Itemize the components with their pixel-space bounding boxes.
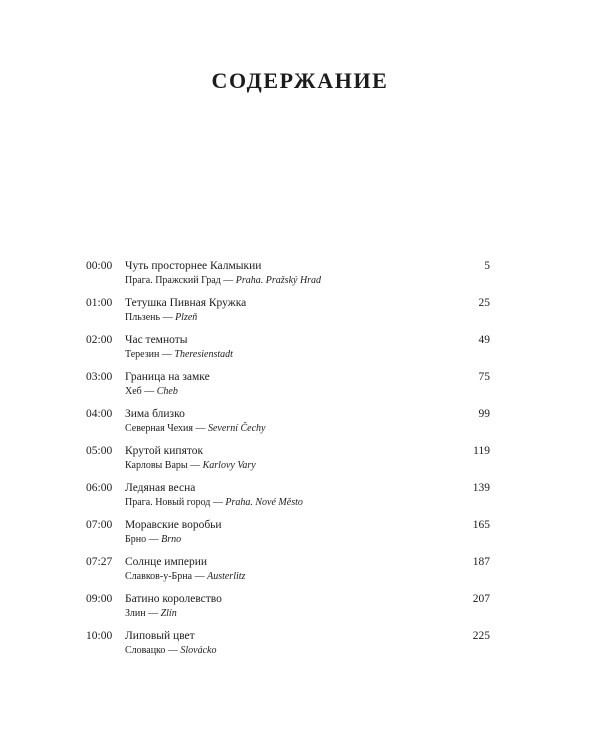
entry-time: 04:00 xyxy=(86,408,113,420)
page-title: СОДЕРЖАНИЕ xyxy=(211,68,389,93)
location-original-name: Austerlitz xyxy=(207,571,246,582)
entry-time: 03:00 xyxy=(86,371,113,383)
toc-entry[interactable] xyxy=(86,554,490,591)
entry-title: Тетушка Пивная Кружка xyxy=(125,297,247,309)
dash-separator: — xyxy=(190,460,201,471)
location-original-name: Severní Čechy xyxy=(207,423,266,434)
entry-page-number: 99 xyxy=(478,408,490,420)
dash-separator: — xyxy=(144,386,155,397)
entry-time: 00:00 xyxy=(86,260,113,272)
dash-separator: — xyxy=(161,349,172,360)
entry-page-number: 225 xyxy=(472,630,490,642)
entry-title: Батино королевство xyxy=(125,593,222,605)
location-name: Терезин xyxy=(125,349,160,360)
location-name: Хеб xyxy=(125,386,142,397)
entry-title: Зима близко xyxy=(125,408,185,420)
dash-separator: — xyxy=(148,608,159,619)
entry-location xyxy=(125,348,233,362)
entry-page-number: 119 xyxy=(473,445,490,457)
entry-time: 06:00 xyxy=(86,482,113,494)
entry-location xyxy=(125,422,265,436)
entry-time: 02:00 xyxy=(86,334,113,346)
location-name: Брно xyxy=(125,534,147,545)
dash-separator: — xyxy=(223,275,234,286)
entry-location xyxy=(125,385,178,399)
entry-title: Чуть просторнее Калмыкии xyxy=(125,260,262,272)
toc-entry[interactable] xyxy=(86,295,490,332)
entry-page-number: 207 xyxy=(472,593,490,605)
entry-time: 07:00 xyxy=(86,519,113,531)
location-original-name: Brno xyxy=(161,534,182,545)
location-name: Прага. Пражский Град xyxy=(125,275,221,286)
entry-title: Час темноты xyxy=(125,334,188,346)
dash-separator: — xyxy=(167,645,178,656)
location-name: Северная Чехия xyxy=(125,423,193,434)
entry-title: Ледяная весна xyxy=(125,482,196,494)
toc-entry[interactable] xyxy=(86,332,490,369)
entry-location xyxy=(125,607,177,621)
entry-page-number: 187 xyxy=(472,556,490,568)
entry-title: Солнце империи xyxy=(125,556,208,568)
entry-location xyxy=(125,496,303,510)
location-name: Прага. Новый город xyxy=(125,497,211,508)
entry-page-number: 49 xyxy=(478,334,490,346)
location-original-name: Karlovy Vary xyxy=(202,460,256,471)
dash-separator: — xyxy=(194,571,205,582)
toc-entry[interactable] xyxy=(86,369,490,406)
location-name: Славков-у-Брна xyxy=(125,571,193,582)
entry-location xyxy=(125,533,181,547)
entry-page-number: 75 xyxy=(478,371,490,383)
location-original-name: Zlín xyxy=(160,608,177,619)
dash-separator: — xyxy=(212,497,223,508)
entry-location xyxy=(125,644,216,658)
toc-entry[interactable] xyxy=(86,628,490,665)
toc-entry[interactable] xyxy=(86,443,490,480)
location-original-name: Theresienstadt xyxy=(174,349,233,360)
location-name: Пльзень xyxy=(125,312,161,323)
entry-title: Крутой кипяток xyxy=(125,445,204,457)
entry-page-number: 165 xyxy=(472,519,490,531)
entry-title: Граница на замке xyxy=(125,371,210,383)
entry-title: Моравские воробьи xyxy=(125,519,222,531)
dash-separator: — xyxy=(148,534,159,545)
entry-page-number: 5 xyxy=(484,260,490,272)
entry-page-number: 25 xyxy=(478,297,490,309)
location-original-name: Plzeň xyxy=(175,312,198,323)
toc-entry[interactable] xyxy=(86,480,490,517)
entry-location xyxy=(125,274,321,288)
location-name: Злин xyxy=(125,608,146,619)
entry-title: Липовый цвет xyxy=(125,630,195,642)
entry-location xyxy=(125,459,256,473)
entry-location xyxy=(125,570,245,584)
entry-time: 01:00 xyxy=(86,297,113,309)
entry-time: 05:00 xyxy=(86,445,113,457)
toc-entry[interactable] xyxy=(86,591,490,628)
dash-separator: — xyxy=(195,423,206,434)
toc-entry[interactable] xyxy=(86,517,490,554)
toc-entry[interactable] xyxy=(86,258,490,295)
location-name: Карловы Вары xyxy=(125,460,188,471)
entry-location xyxy=(125,311,197,325)
entry-time: 10:00 xyxy=(86,630,113,642)
dash-separator: — xyxy=(162,312,173,323)
toc-entry[interactable] xyxy=(86,406,490,443)
location-name: Словацко xyxy=(125,645,166,656)
location-original-name: Slovácko xyxy=(180,645,217,656)
entry-time: 09:00 xyxy=(86,593,113,605)
entry-time: 07:27 xyxy=(86,556,113,568)
location-original-name: Praha. Nové Město xyxy=(225,497,303,508)
location-original-name: Praha. Pražský Hrad xyxy=(235,275,322,286)
location-original-name: Cheb xyxy=(156,386,178,397)
entry-page-number: 139 xyxy=(472,482,490,494)
table-of-contents xyxy=(86,258,490,665)
